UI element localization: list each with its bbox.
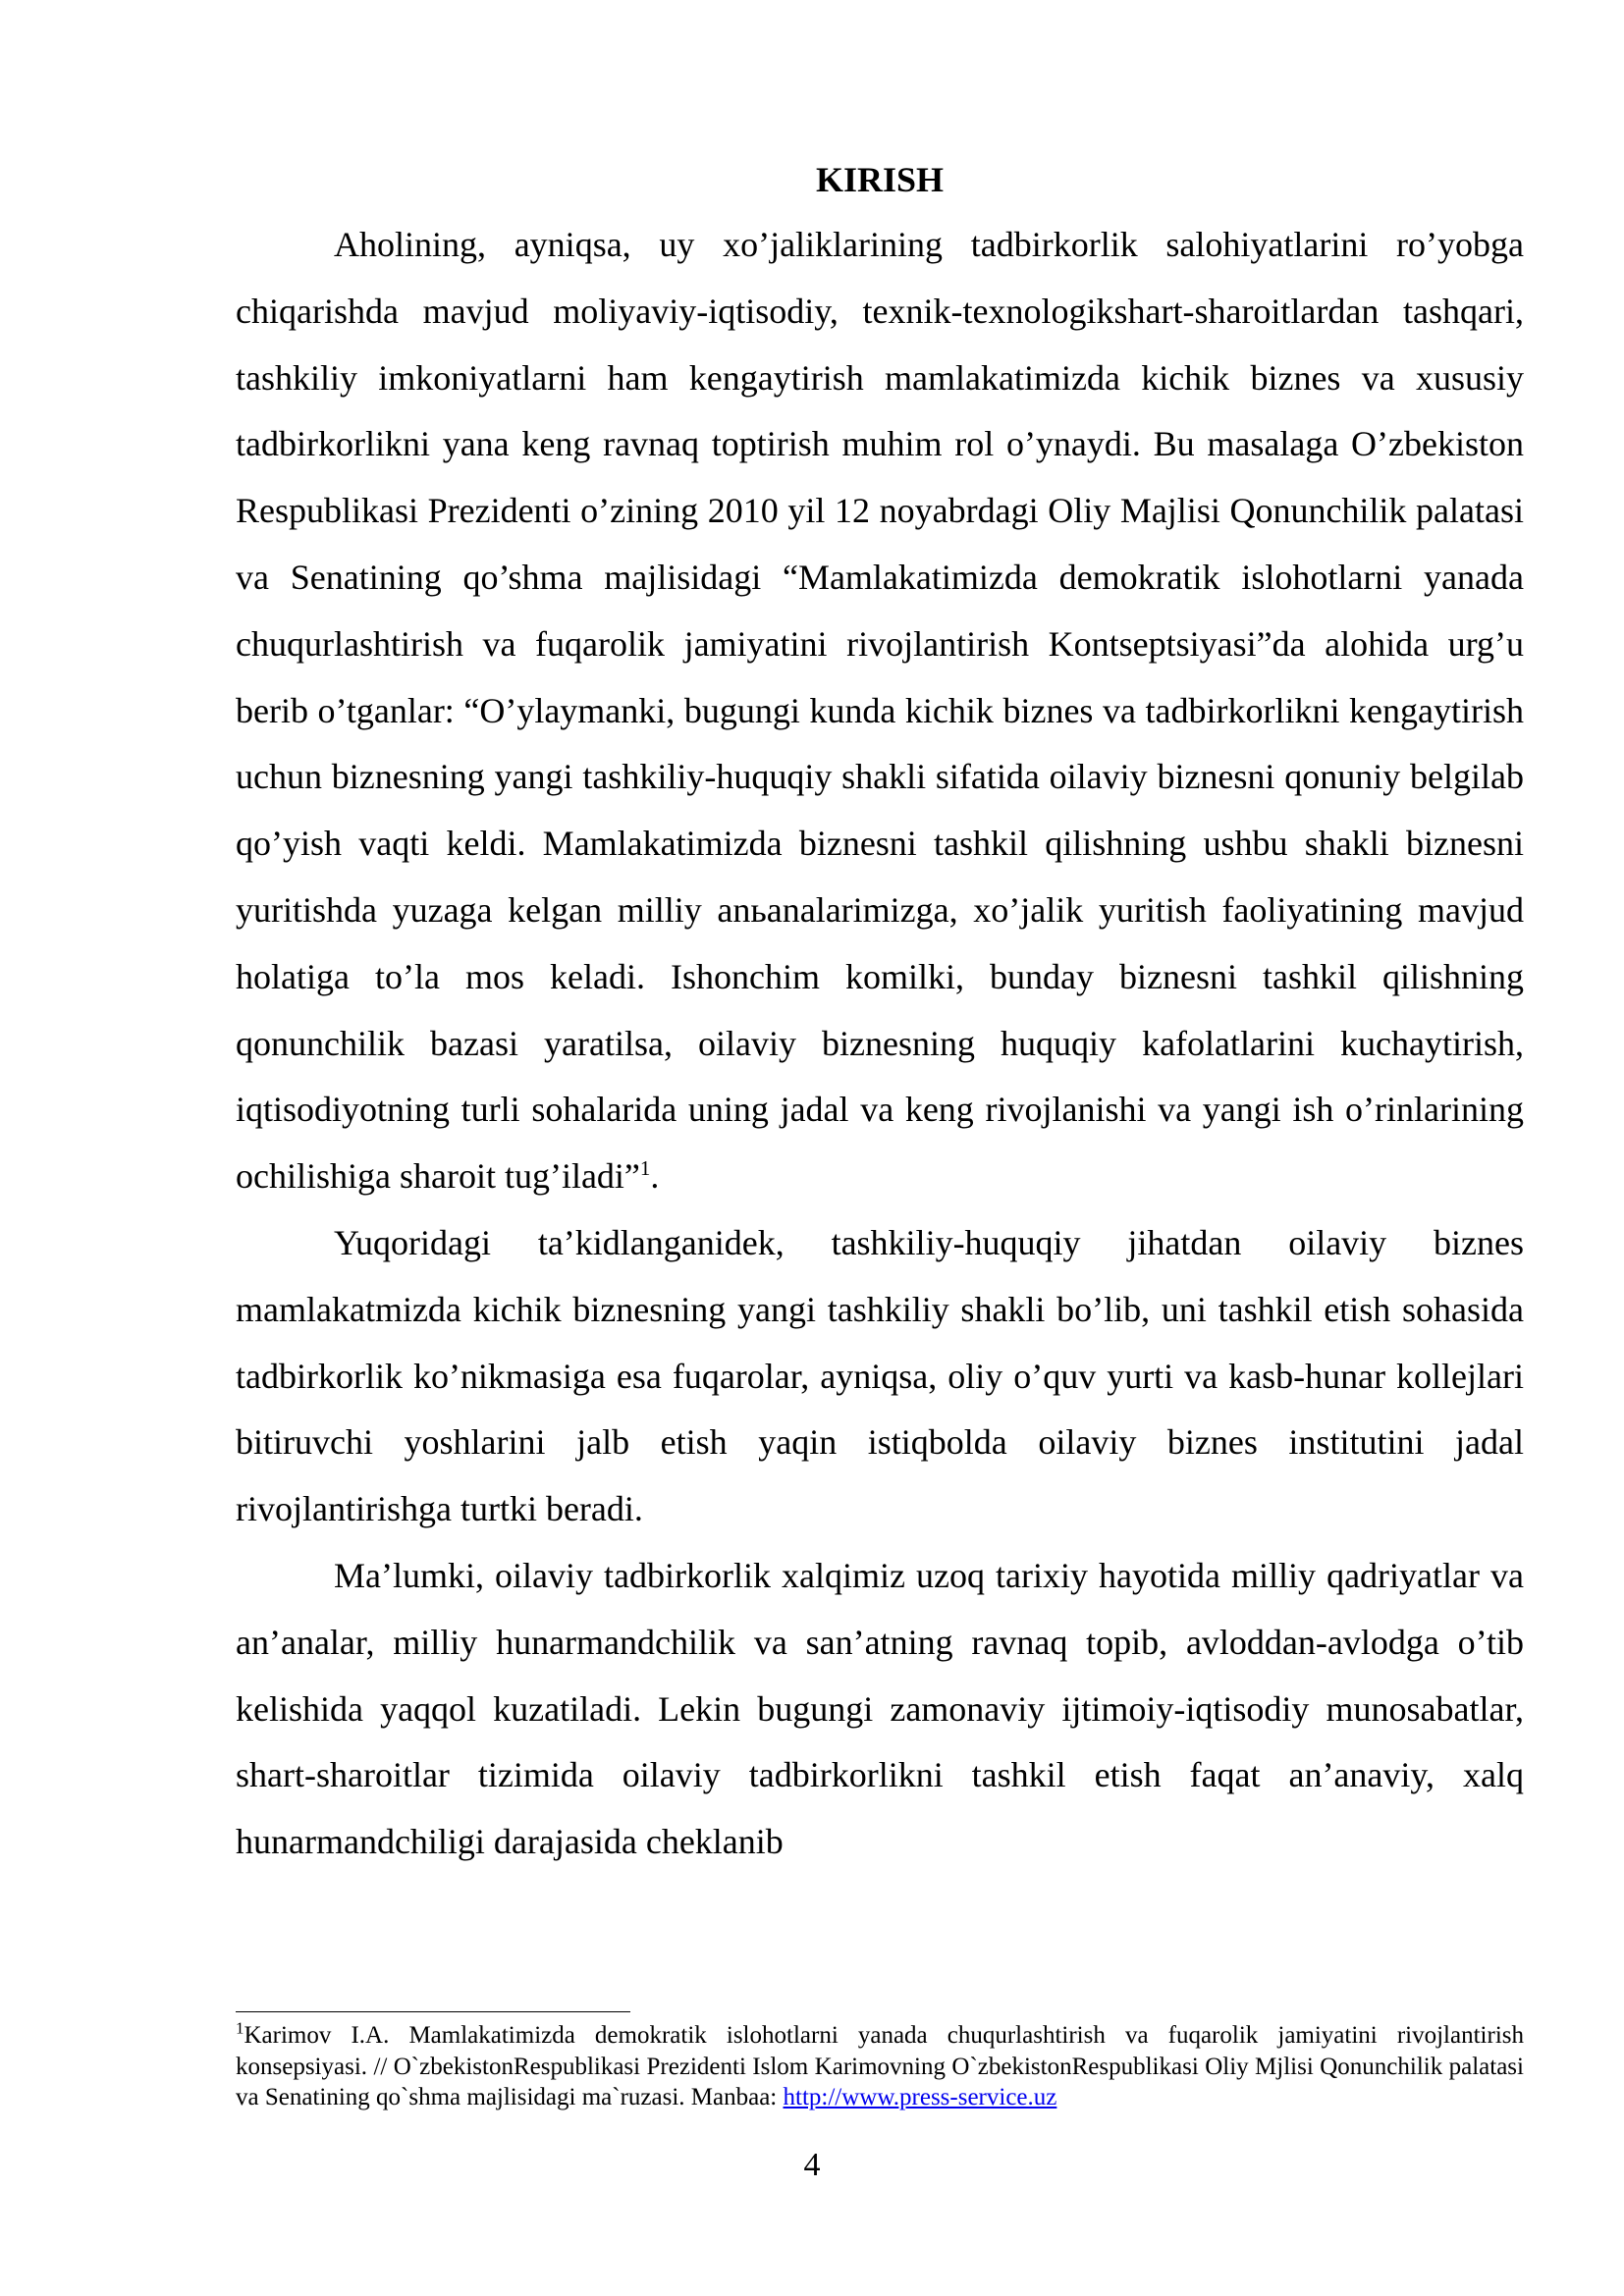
- page-number: 4: [803, 2147, 821, 2183]
- footnote: [236, 2020, 1524, 2113]
- footnote-marker: 1: [236, 2018, 244, 2038]
- paragraph: Ma’lumki, oilaviy tadbirkorlik xalqimiz uzoq tarixiy hayotida milliy qadriyatlar va an’analar, milliy hunarmandchilik va san’atning ravnaq topib, avloddan-avlodga o’tib kelishida yaqqol kuzatiladi. Lekin bugungi zamonaviy ijtimoiy-iqtisodiy munosabatlar, shart-sharoitlar tizimida oilaviy tadbirkorlikni tashkil etish faqat an’anaviy, xalq hunarmandchiligi darajasida cheklanib: [236, 1555, 1524, 1862]
- footnote-separator: [236, 2011, 630, 2012]
- paragraph-text: Aholining, ayniqsa, uy xo’jaliklarining tadbirkorlik salohiyatlarini ro’yobga chiqarishda mavjud moliyaviy-iqtisodiy, texnik-texnologikshart-sharoitlardan tashqari, tashkiliy imkoniyatlarni ham kengaytirish mamlakatimizda kichik biznes va xususiy tadbirkorlikni yana keng ravnaq toptirish muhim rol o’ynaydi. Bu masalaga O’zbekiston Respublikasi Prezidenti o’zining 2010 yil 12 noyabrdagi Oliy Majlisi Qonunchilik palatasi va Senatining qo’shma majlisidagi “Mamlakatimizda demokratik islohotlarni yanada chuqurlashtirish va fuqarolik jamiyatini rivojlantirish Kontseptsiyasi”da alohida urg’u berib o’tganlar: “O’ylaymanki, bugungi kunda kichik biznes va tadbirkorlikni kengaytirish uchun biznesning yangi tashkiliy-huquqiy shakli sifatida oilaviy biznesni qonuniy belgilab qo’yish vaqti keldi. Mamlakatimizda biznesni tashkil qilishning ushbu shakli biznesni yuritishda yuzaga kelgan milliy anьanalarimizga, xo’jalik yuritish faoliyatining mavjud holatiga to’la mos keladi. Ishonchim komilki, bunday biznesni tashkil qilishning qonunchilik bazasi yaratilsa, oilaviy biznesning huquqiy kafolatlarini kuchaytirish, iqtisodiyotning turli sohalarida uning jadal va keng rivojlanishi va yangi ish o’rinlarining ochilishiga sharoit tug’iladi”: [236, 225, 1524, 1197]
- footnote-text: Karimov I.A. Mamlakatimizda demokratik islohotlarni yanada chuqurlashtirish va fuqarolik jamiyatini rivojlantirish konsepsiyasi. // O`zbekistonRespublikasi Prezidenti Islom Karimovning O`zbekistonRespublikasi Oliy Mjlisi Qonunchilik palatasi va Senatining qo`shma majlisidagi ma`ruzasi. Manbaa:: [236, 2022, 1524, 2110]
- paragraph: Yuqoridagi ta’kidlanganidek, tashkiliy-huquqiy jihatdan oilaviy biznes mamlakatmizda kichik biznesning yangi tashkiliy shakli bo’lib, uni tashkil etish sohasida tadbirkorlik ko’nikmasiga esa fuqarolar, ayniqsa, oliy o’quv yurti va kasb-hunar kollejlari bitiruvchi yoshlarini jalb etish yaqin istiqbolda oilaviy biznes institutini jadal rivojlantirishga turtki beradi.: [236, 1222, 1524, 1529]
- paragraph-end-punctuation: .: [650, 1156, 660, 1197]
- body-text: [236, 212, 1524, 1876]
- paragraph: [236, 212, 1524, 1210]
- document-page: [236, 147, 1524, 1876]
- footnote-link[interactable]: http://www.press-service.uz: [783, 2084, 1057, 2110]
- footnote-reference[interactable]: 1: [639, 1156, 651, 1181]
- section-heading: KIRISH: [815, 160, 945, 199]
